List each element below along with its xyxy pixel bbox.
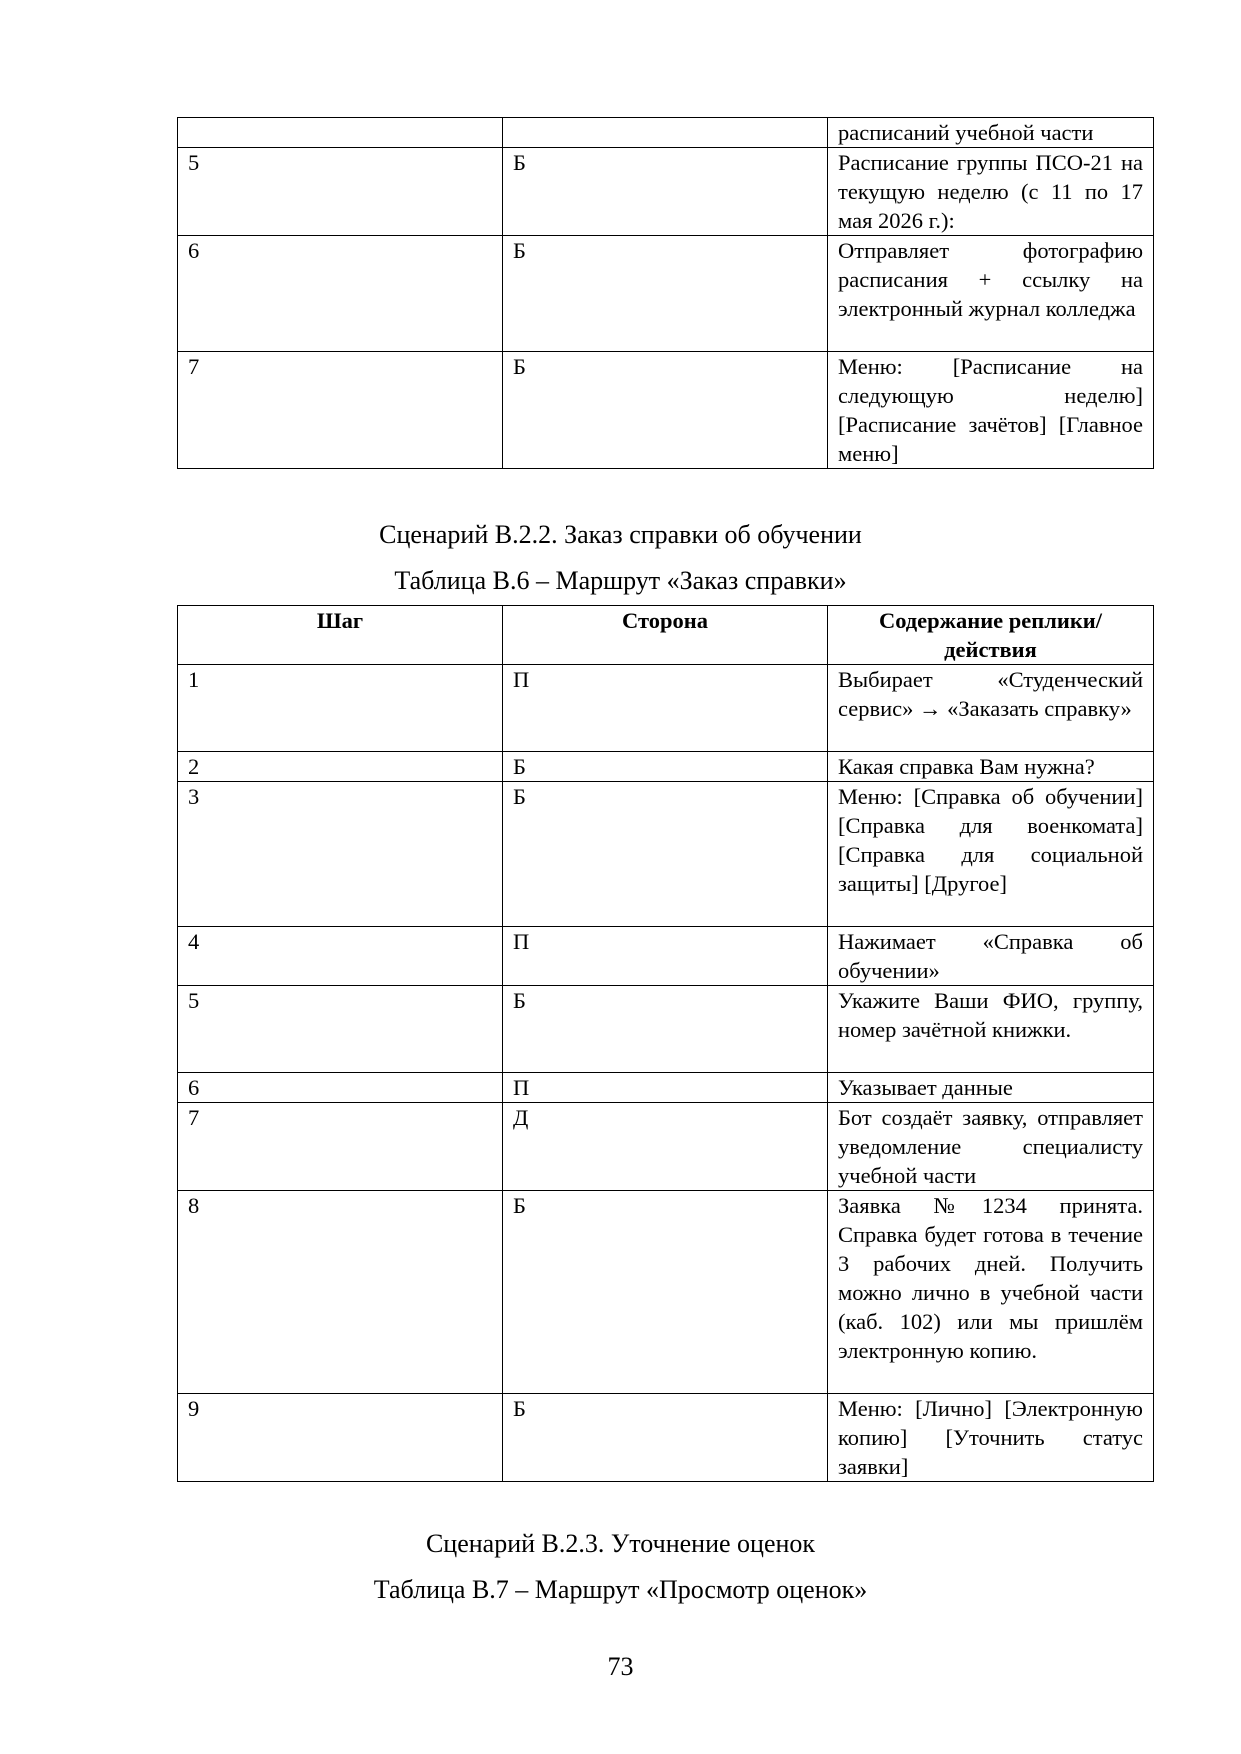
step-cell: 5 [178,986,503,1073]
step-cell: 7 [178,1103,503,1191]
table-row [178,1394,1154,1482]
step-cell: 1 [178,665,503,752]
content-cell: Меню: [Лично] [Электронную копию] [Уточнить статус заявки] [828,1394,1154,1482]
header-side: Сторона [503,606,828,665]
table-row [178,236,1154,352]
header-step: Шаг [178,606,503,665]
table-caption: Таблица В.6 – Маршрут «Заказ справки» [394,566,847,595]
step-cell: 4 [178,927,503,986]
content-cell: Какая справка Вам нужна? [828,752,1154,782]
content-cell: Меню: [Расписание на следующую неделю] [Расписание зачётов] [Главное меню] [828,352,1154,469]
content-cell: Меню: [Справка об обучении] [Справка для военкомата] [Справка для социальной защиты] [Другое] [828,782,1154,927]
side-cell: Б [503,1191,828,1394]
content-cell: Отправляет фотографию расписания + ссылку на электронный журнал колледжа [828,236,1154,352]
step-cell: 3 [178,782,503,927]
content-cell: Бот создаёт заявку, отправляет уведомление специалисту учебной части [828,1103,1154,1191]
table-row [178,665,1154,752]
step-cell: 6 [178,1073,503,1103]
table-row [178,752,1154,782]
table-row [178,1073,1154,1103]
side-cell: П [503,927,828,986]
step-cell: 8 [178,1191,503,1394]
content-cell: Расписание группы ПСО-21 на текущую неделю (с 11 по 17 мая 2026 г.): [828,148,1154,236]
page-number: 73 [607,1652,634,1681]
table-row [178,352,1154,469]
side-cell: П [503,665,828,752]
step-cell: 9 [178,1394,503,1482]
content-cell: Указывает данные [828,1073,1154,1103]
step-cell: 2 [178,752,503,782]
table-row [178,986,1154,1073]
scenario-title: Сценарий В.2.2. Заказ справки об обучении [379,520,862,549]
table-header-row [178,606,1154,665]
table-row [178,148,1154,236]
side-cell: Б [503,352,828,469]
step-cell [178,118,503,148]
scenario-title: Сценарий В.2.3. Уточнение оценок [425,1529,816,1558]
side-cell: П [503,1073,828,1103]
side-cell [503,118,828,148]
content-cell: Нажимает «Справка об обучении» [828,927,1154,986]
side-cell: Б [503,1394,828,1482]
table-row [178,1191,1154,1394]
side-cell: Б [503,986,828,1073]
side-cell: Б [503,236,828,352]
header-content: Содержание реплики/действия [828,606,1154,665]
side-cell: Д [503,1103,828,1191]
content-cell: расписаний учебной части [828,118,1154,148]
table-row [178,118,1154,148]
table-row [178,927,1154,986]
table-row [178,782,1154,927]
table-caption: Таблица В.7 – Маршрут «Просмотр оценок» [373,1575,868,1604]
step-cell: 7 [178,352,503,469]
side-cell: Б [503,782,828,927]
content-cell: Укажите Ваши ФИО, группу, номер зачётной книжки. [828,986,1154,1073]
route-table-continued [177,117,1154,469]
step-cell: 5 [178,148,503,236]
side-cell: Б [503,148,828,236]
content-cell: Заявка №1234 принята. Справка будет готова в течение 3 рабочих дней. Получить можно лично в учебной части (каб. 102) или мы пришлём электронную копию. [828,1191,1154,1394]
step-cell: 6 [178,236,503,352]
route-table-certificate [177,605,1154,1482]
table-row [178,1103,1154,1191]
side-cell: Б [503,752,828,782]
content-cell: Выбирает «Студенческий сервис» → «Заказать справку» [828,665,1154,752]
